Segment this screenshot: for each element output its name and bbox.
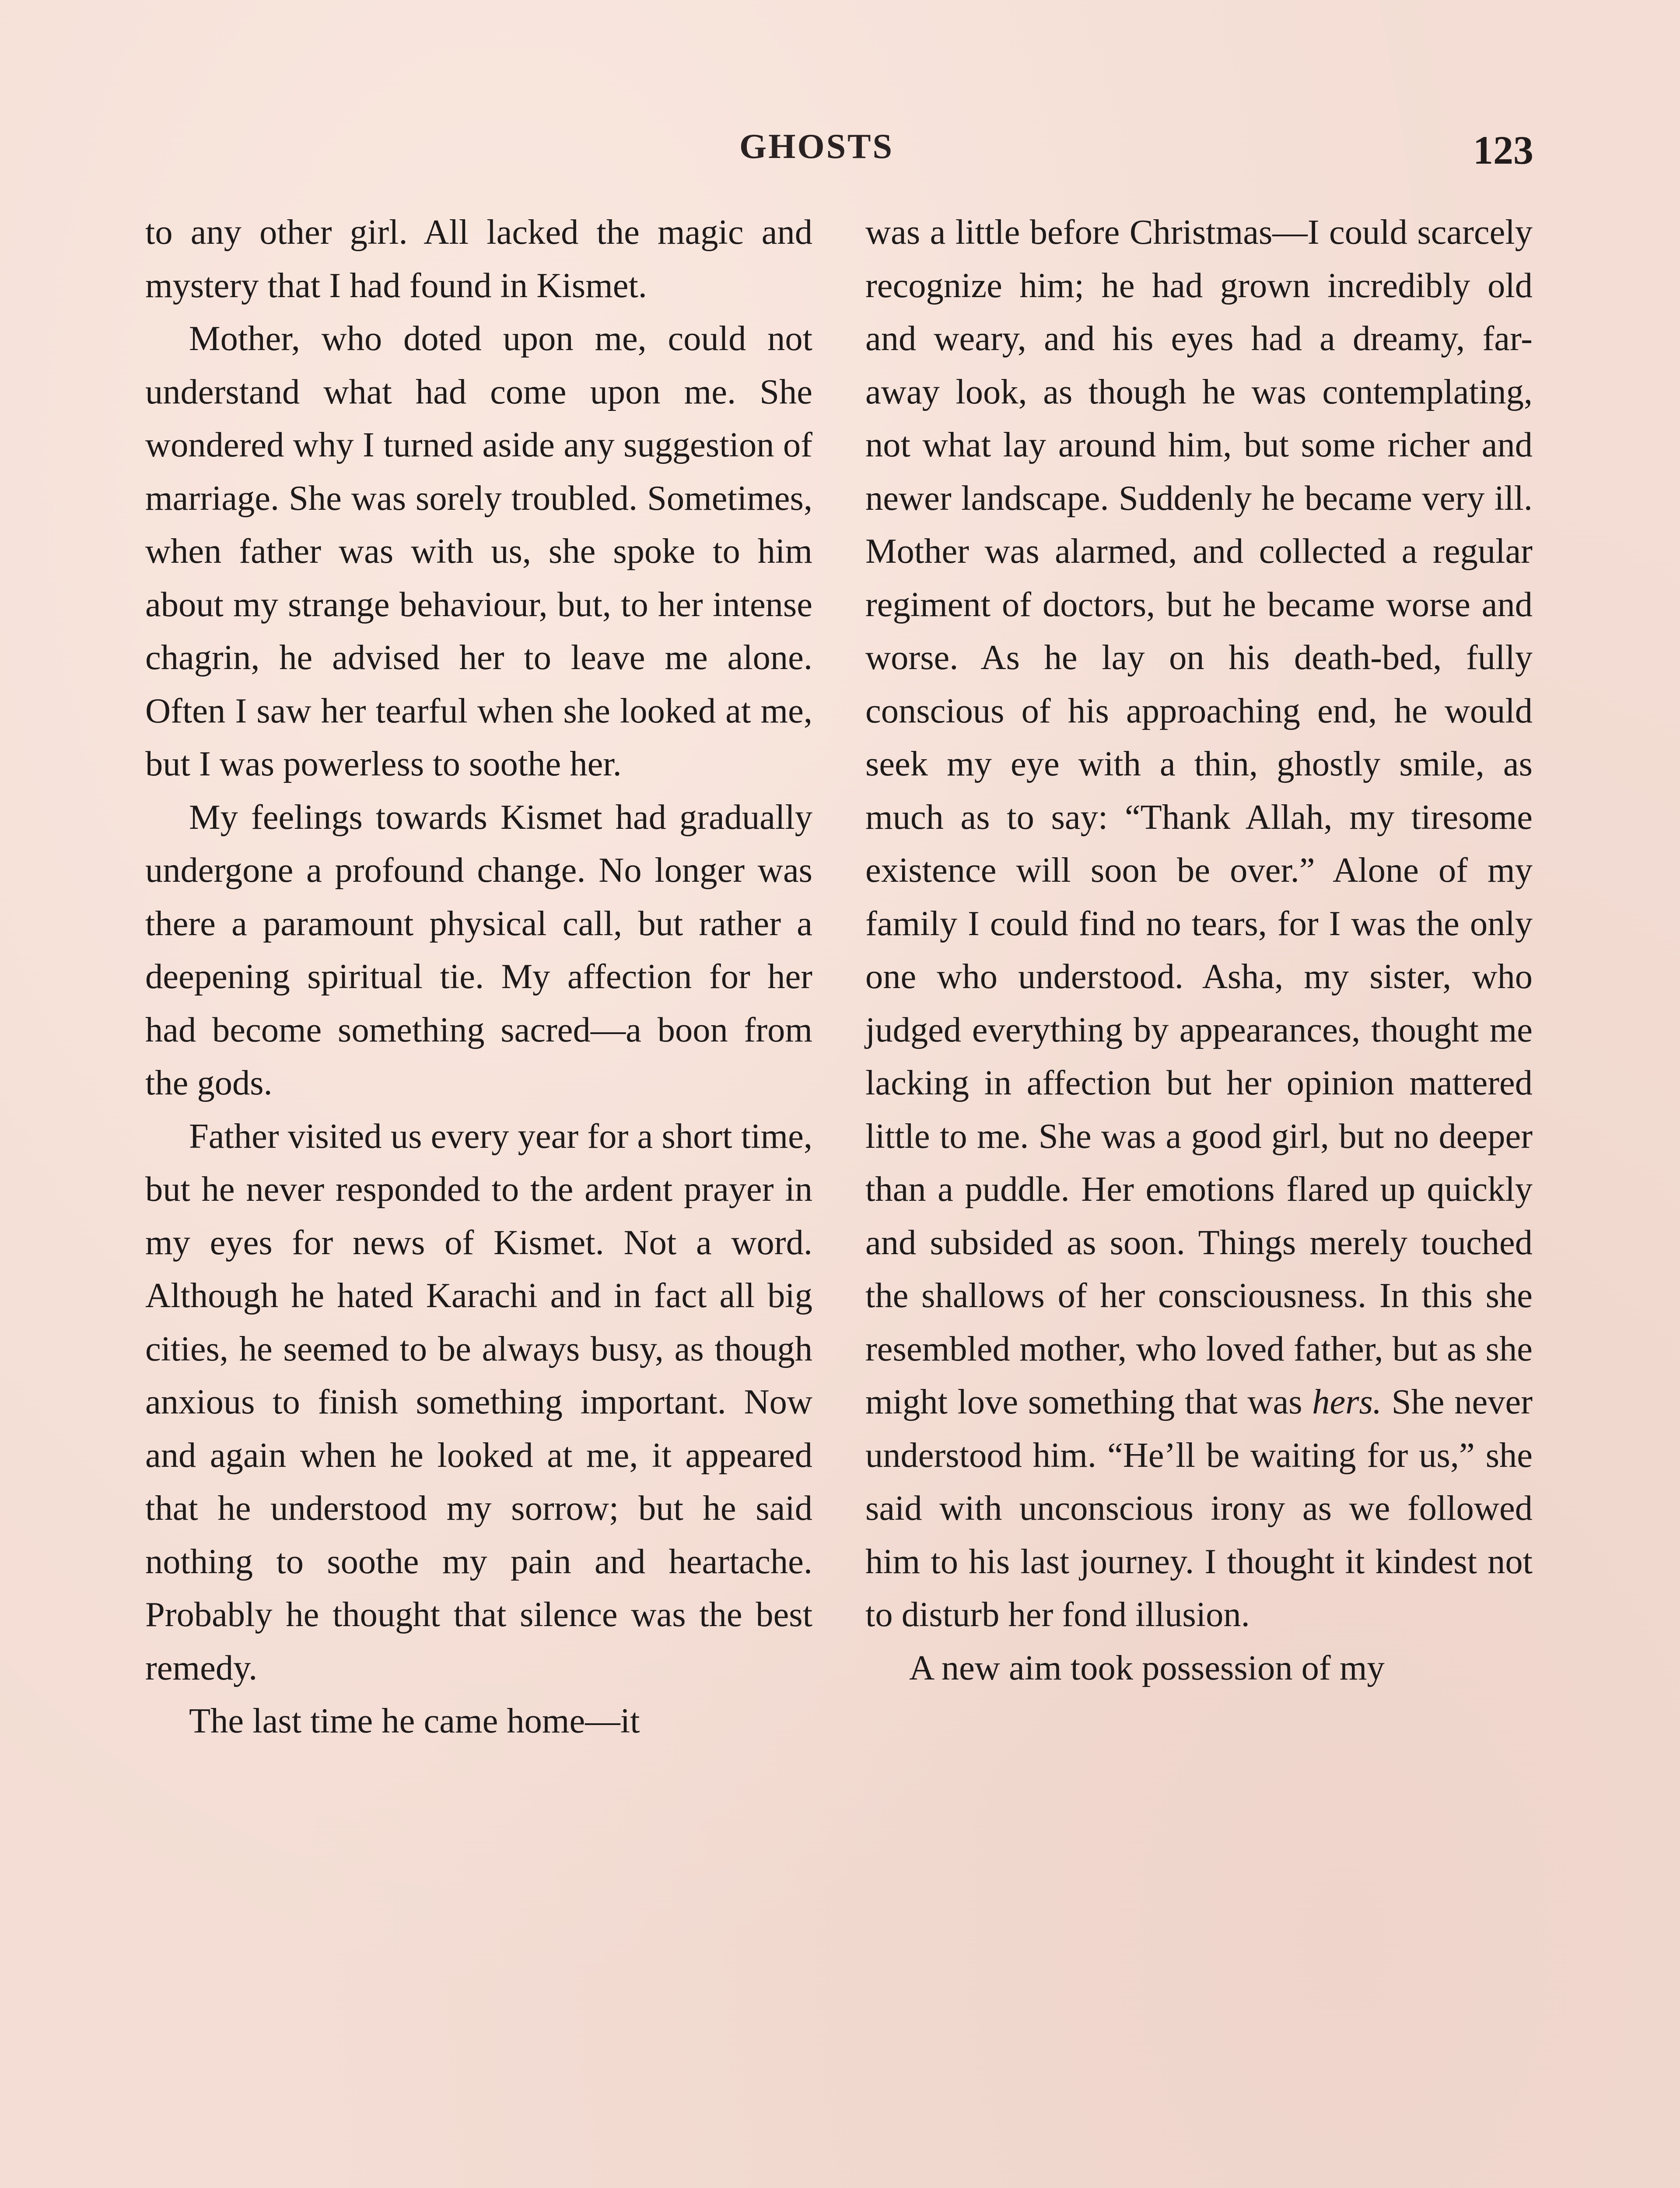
paragraph: My feelings towards Kismet had gradually undergone a profound change. No longer was there a paramount physical call, but rather a deepening spiritual tie. My affection for her had become something sacred—a boon from the gods.: [145, 797, 812, 1102]
running-title: GHOSTS: [739, 127, 894, 166]
right-text-column: [865, 206, 1533, 1694]
paragraph: A new aim took possession of my: [909, 1648, 1385, 1687]
page-number: 123: [1473, 128, 1533, 172]
left-text-column: [145, 206, 812, 1748]
paragraph: The last time he came home—it: [189, 1701, 640, 1740]
running-head: [0, 127, 1680, 184]
paragraph: Father visited us every year for a short time, but he never responded to the ardent prayer in my eyes for news of Kismet. Not a word. Although he hated Karachi and in fact all big cities, he seemed to be always busy, as though anxious to finish something important. Now and again when he looked at me, it appeared that he understood my sorrow; but he said nothing to soothe my pain and heartache. Probably he thought that silence was the best remedy.: [145, 1116, 812, 1687]
paragraph-text: was a little before Christmas—I could scarcely recognize him; he had grown incredibly old and weary, and his eyes had a dreamy, far-away look, as though he was contemplating, not what lay around him, but some richer and newer landscape. Suddenly he became very ill. Mother was alarmed, and collected a regular regiment of doctors, but he became worse and worse. As he lay on his death-bed, fully conscious of his approaching end, he would seek my eye with a thin, ghostly smile, as much as to say: “Thank Allah, my tiresome existence will soon be over.” Alone of my family I could find no tears, for I was the only one who understood. Asha, my sister, who judged everything by appearances, thought me lacking in affection but her opinion mattered little to me. She was a good girl, but no deeper than a puddle. Her emotions flared up quickly and subsided as soon. Things merely touched the shallows of her consciousness. In this she resembled mother, who loved father, but as she might love something that was: [865, 213, 1533, 1421]
paragraph: Mother, who doted upon me, could not understand what had come upon me. She wondered why I turned aside any suggestion of marriage. She was sorely troubled. Sometimes, when father was with us, she spoke to him about my strange behaviour, but, to her intense chagrin, he advised her to leave me alone. Often I saw her tearful when she looked at me, but I was powerless to soothe her.: [145, 319, 812, 783]
paragraph-text: She never understood him. “He’ll be waiting for us,” she said with unconscious irony as we followed him to his last journey. I thought it kindest not to disturb her fond illusion.: [865, 1382, 1533, 1634]
italic-emphasis: hers.: [1312, 1382, 1382, 1421]
paragraph: to any other girl. All lacked the magic and mystery that I had found in Kismet.: [145, 213, 812, 305]
paragraph: [865, 206, 1533, 1641]
